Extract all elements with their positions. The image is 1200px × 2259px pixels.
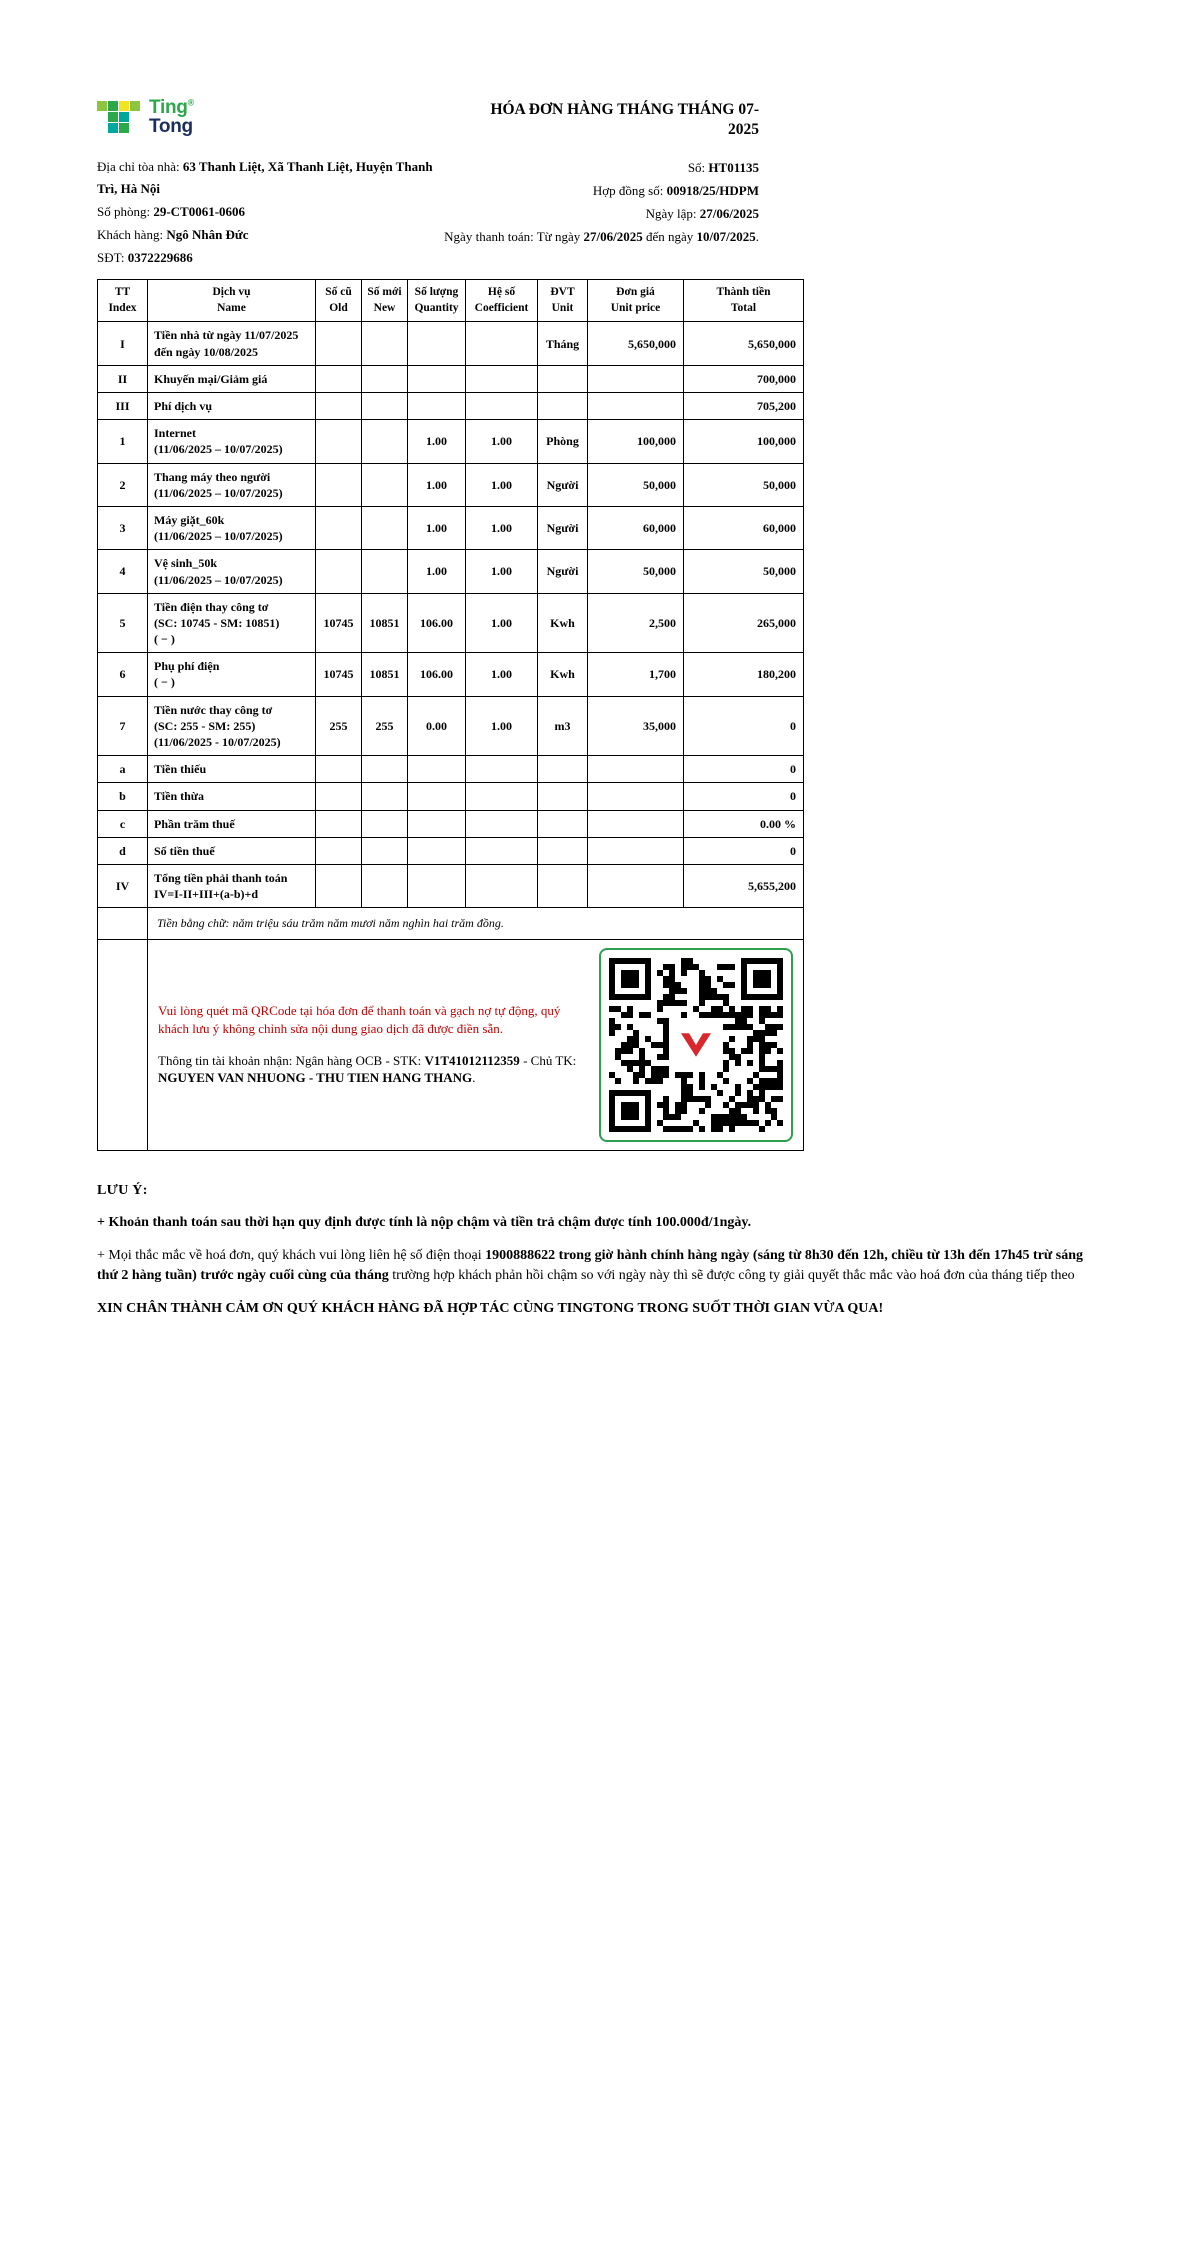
cell-new <box>362 463 408 506</box>
qr-instruction-note: Vui lòng quét mã QRCode tại hóa đơn để thanh toán và gạch nợ tự động, quý khách lưu ý không chỉnh sửa nội dung giao dịch đã được điền sẵn. <box>158 1003 561 1036</box>
cell-name: Tiền điện thay công tơ (SC: 10745 - SM: 10851) ( − ) <box>148 593 316 653</box>
cell-coeff <box>466 837 538 864</box>
amount-in-words <box>148 908 804 939</box>
payment-from-date: 27/06/2025 <box>583 229 643 245</box>
payment-to-date: 10/07/2025 <box>696 229 756 245</box>
room-number <box>97 201 444 224</box>
service-row-1 <box>98 420 804 463</box>
service-row-II <box>98 365 804 392</box>
cell-old <box>316 322 362 365</box>
service-row-6 <box>98 653 804 696</box>
cell-new: 255 <box>362 696 408 756</box>
service-row-I <box>98 322 804 365</box>
late-payment-note: + Khoản thanh toán sau thời hạn quy định được tính là nộp chậm và tiền trả chậm được tính 100.000đ/1ngày. <box>97 1215 752 1231</box>
cell-unit <box>538 365 588 392</box>
service-row-5 <box>98 593 804 653</box>
cell-old <box>316 365 362 392</box>
cell-index: IV <box>98 864 148 907</box>
customer-name-value: Ngô Nhân Đức <box>166 226 249 242</box>
cell-old <box>316 550 362 593</box>
cell-price: 100,000 <box>588 420 684 463</box>
service-row-b <box>98 783 804 810</box>
column-header-unit: ĐVT Unit <box>538 280 588 322</box>
thanks-note: XIN CHÂN THÀNH CẢM ƠN QUÝ KHÁCH HÀNG ĐÃ HỢP TÁC CÙNG TINGTONG TRONG SUỐT THỜI GIAN VỪA QUA! <box>97 1301 884 1316</box>
cell-new: 10851 <box>362 653 408 696</box>
cell-unit: Phòng <box>538 420 588 463</box>
cell-new <box>362 837 408 864</box>
building-address <box>97 156 444 202</box>
notes-section <box>97 1181 1103 1319</box>
qr-code <box>599 948 793 1142</box>
cell-new <box>362 810 408 837</box>
service-row-III <box>98 393 804 420</box>
cell-index: a <box>98 756 148 783</box>
cell-name: Phần trăm thuế <box>148 810 316 837</box>
cell-name: Tiền nước thay công tơ (SC: 255 - SM: 255) (11/06/2025 - 10/07/2025) <box>148 696 316 756</box>
cell-price <box>588 783 684 810</box>
cell-total: 50,000 <box>684 463 804 506</box>
customer-name-label: Khách hàng: <box>97 226 167 242</box>
service-row-d <box>98 837 804 864</box>
invoice-info <box>97 156 803 270</box>
brand-logo <box>97 98 194 137</box>
invoice-info-right <box>444 156 803 270</box>
room-number-value: 29-CT0061-0606 <box>153 204 246 220</box>
column-header-coefficient: Hệ số Coefficient <box>466 280 538 322</box>
cell-name: Tiền thừa <box>148 783 316 810</box>
cell-index: I <box>98 322 148 365</box>
cell-new <box>362 783 408 810</box>
cell-coeff: 1.00 <box>466 506 538 549</box>
building-address-label: Địa chỉ tòa nhà: <box>97 158 183 174</box>
cell-index: 1 <box>98 420 148 463</box>
cell-old: 10745 <box>316 653 362 696</box>
cell-coeff: 1.00 <box>466 653 538 696</box>
cell-coeff <box>466 756 538 783</box>
cell-new <box>362 756 408 783</box>
column-header-quantity: Số lượng Quantity <box>408 280 466 322</box>
invoice-title <box>194 98 803 140</box>
amount-in-words-row <box>98 908 804 939</box>
cell-new <box>362 393 408 420</box>
service-row-IV <box>98 864 804 907</box>
service-row-c <box>98 810 804 837</box>
account-holder: NGUYEN VAN NHUONG - THU TIEN HANG THANG <box>158 1070 473 1086</box>
cell-unit: Người <box>538 463 588 506</box>
cell-total: 0 <box>684 756 804 783</box>
cell-coeff: 1.00 <box>466 550 538 593</box>
cell-name: Tiền thiếu <box>148 756 316 783</box>
cell-index: III <box>98 393 148 420</box>
cell-coeff <box>466 810 538 837</box>
cell-qty <box>408 393 466 420</box>
cell-name: Số tiền thuế <box>148 837 316 864</box>
vietqr-v-icon <box>681 1033 711 1057</box>
cell-price: 50,000 <box>588 550 684 593</box>
account-number: V1T41012112359 <box>424 1052 520 1068</box>
cell-unit <box>538 783 588 810</box>
service-row-3 <box>98 506 804 549</box>
payment-period: Ngày thanh toán: Từ ngày 27/06/2025 đến ngày 10/07/2025. <box>444 229 759 245</box>
cell-total: 180,200 <box>684 653 804 696</box>
cell-qty: 1.00 <box>408 420 466 463</box>
cell-index: b <box>98 783 148 810</box>
amount-in-words-text: năm triệu sáu trăm năm mươi năm nghìn hai trăm đồng. <box>232 916 504 931</box>
invoice-number <box>444 156 759 179</box>
cell-unit <box>538 810 588 837</box>
cell-unit <box>538 756 588 783</box>
cell-total: 100,000 <box>684 420 804 463</box>
column-header-name: Dịch vụ Name <box>148 280 316 322</box>
cell-qty <box>408 864 466 907</box>
cell-new: 10851 <box>362 593 408 653</box>
cell-coeff: 1.00 <box>466 463 538 506</box>
column-header-unit-price: Đơn giá Unit price <box>588 280 684 322</box>
building-address-value: 63 Thanh Liệt, Xã Thanh Liệt, Huyện Thanh Trì, Hà Nội <box>97 158 433 197</box>
cell-old: 255 <box>316 696 362 756</box>
invoice-number-value: HT01135 <box>708 159 759 175</box>
cell-name: Máy giặt_60k (11/06/2025 – 10/07/2025) <box>148 506 316 549</box>
cell-unit: m3 <box>538 696 588 756</box>
contract-number <box>444 179 759 202</box>
cell-index: c <box>98 810 148 837</box>
invoice-header <box>97 98 803 140</box>
cell-index: 7 <box>98 696 148 756</box>
cell-coeff <box>466 322 538 365</box>
cell-qty <box>408 365 466 392</box>
notes-heading: LƯU Ý: <box>97 1182 148 1198</box>
cell-coeff <box>466 783 538 810</box>
cell-total: 5,655,200 <box>684 864 804 907</box>
amount-in-words-label: Tiền bằng chữ: <box>157 916 233 931</box>
cell-old <box>316 783 362 810</box>
customer-phone-value: 0372229686 <box>127 249 193 265</box>
cell-old: 10745 <box>316 593 362 653</box>
cell-price <box>588 864 684 907</box>
cell-total: 0 <box>684 783 804 810</box>
cell-total: 700,000 <box>684 365 804 392</box>
cell-price <box>588 837 684 864</box>
qr-payment-cell <box>148 939 804 1150</box>
cell-qty <box>408 322 466 365</box>
service-row-2 <box>98 463 804 506</box>
cell-old <box>316 420 362 463</box>
table-header-row <box>98 280 804 322</box>
customer-name <box>97 224 444 247</box>
cell-total: 0 <box>684 837 804 864</box>
cell-price: 5,650,000 <box>588 322 684 365</box>
cell-coeff <box>466 365 538 392</box>
cell-price: 35,000 <box>588 696 684 756</box>
cell-old <box>316 810 362 837</box>
brand-name-tong: Tong <box>149 116 193 138</box>
cell-qty <box>408 810 466 837</box>
cell-price <box>588 393 684 420</box>
cell-total: 5,650,000 <box>684 322 804 365</box>
service-row-4 <box>98 550 804 593</box>
column-header-old: Số cũ Old <box>316 280 362 322</box>
cell-name: Thang máy theo người (11/06/2025 – 10/07/2025) <box>148 463 316 506</box>
cell-unit <box>538 864 588 907</box>
cell-name: Tiền nhà từ ngày 11/07/2025 đến ngày 10/08/2025 <box>148 322 316 365</box>
cell-qty <box>408 837 466 864</box>
cell-name: Phí dịch vụ <box>148 393 316 420</box>
column-header-new: Số mới New <box>362 280 408 322</box>
invoice-table-footer <box>98 908 804 1150</box>
qr-payment-text <box>158 1002 586 1086</box>
cell-coeff: 1.00 <box>466 696 538 756</box>
cell-index: 4 <box>98 550 148 593</box>
cell-unit <box>538 393 588 420</box>
cell-qty <box>408 756 466 783</box>
cell-new <box>362 506 408 549</box>
cell-unit <box>538 837 588 864</box>
cell-qty <box>408 783 466 810</box>
cell-total: 0.00 % <box>684 810 804 837</box>
cell-qty: 1.00 <box>408 463 466 506</box>
cell-new <box>362 420 408 463</box>
contract-number-value: 00918/25/HDPM <box>666 182 759 198</box>
cell-qty: 106.00 <box>408 653 466 696</box>
cell-price <box>588 365 684 392</box>
cell-old <box>316 506 362 549</box>
customer-phone <box>97 247 444 270</box>
empty-cell <box>98 939 148 1150</box>
cell-index: 6 <box>98 653 148 696</box>
cell-old <box>316 393 362 420</box>
cell-name: Phụ phí điện ( − ) <box>148 653 316 696</box>
cell-index: 3 <box>98 506 148 549</box>
cell-new <box>362 365 408 392</box>
brand-name <box>149 98 194 137</box>
account-info: Thông tin tài khoản nhận: Ngân hàng OCB - STK: V1T41012112359 - Chủ TK: NGUYEN VAN NHUONG - THU TIEN HANG THANG. <box>158 1052 577 1086</box>
cell-unit: Người <box>538 550 588 593</box>
cell-total: 705,200 <box>684 393 804 420</box>
issue-date-value: 27/06/2025 <box>699 205 759 221</box>
cell-price: 2,500 <box>588 593 684 653</box>
brand-name-ting: Ting® <box>149 97 194 118</box>
invoice-info-left <box>97 156 444 270</box>
cell-coeff <box>466 864 538 907</box>
service-row-a <box>98 756 804 783</box>
cell-coeff: 1.00 <box>466 593 538 653</box>
invoice-main-column <box>97 98 803 1151</box>
cell-new <box>362 550 408 593</box>
cell-unit: Tháng <box>538 322 588 365</box>
qr-row <box>98 939 804 1150</box>
cell-name: Internet (11/06/2025 – 10/07/2025) <box>148 420 316 463</box>
invoice-number-label: Số: <box>687 159 709 175</box>
cell-name: Tổng tiền phải thanh toán IV=I-II+III+(a-b)+d <box>148 864 316 907</box>
cell-total: 50,000 <box>684 550 804 593</box>
cell-price <box>588 810 684 837</box>
cell-price: 60,000 <box>588 506 684 549</box>
cell-unit: Người <box>538 506 588 549</box>
cell-coeff: 1.00 <box>466 420 538 463</box>
issue-date-label: Ngày lập: <box>645 205 700 221</box>
hotline-number: 1900888622 trong giờ hành chính hàng ngày (sáng từ 8h30 đến 12h, chiều từ 13h đến 17h45 trừ sáng thứ 2 hàng tuần) trước ngày cuối cùng của tháng <box>97 1248 1084 1284</box>
service-row-7 <box>98 696 804 756</box>
cell-name: Khuyến mại/Giảm giá <box>148 365 316 392</box>
empty-cell <box>98 908 148 939</box>
invoice-table <box>97 279 804 1150</box>
cell-old <box>316 463 362 506</box>
cell-new <box>362 864 408 907</box>
column-header-index: TT Index <box>98 280 148 322</box>
cell-total: 0 <box>684 696 804 756</box>
cell-price: 1,700 <box>588 653 684 696</box>
cell-qty: 106.00 <box>408 593 466 653</box>
tingtong-logo-icon <box>97 101 140 133</box>
cell-old <box>316 864 362 907</box>
cell-old <box>316 837 362 864</box>
column-header-total: Thành tiền Total <box>684 280 804 322</box>
cell-price <box>588 756 684 783</box>
cell-new <box>362 322 408 365</box>
registered-mark-icon: ® <box>187 97 194 108</box>
cell-unit: Kwh <box>538 653 588 696</box>
cell-qty: 1.00 <box>408 506 466 549</box>
cell-total: 265,000 <box>684 593 804 653</box>
cell-index: d <box>98 837 148 864</box>
cell-qty: 0.00 <box>408 696 466 756</box>
cell-price: 50,000 <box>588 463 684 506</box>
cell-coeff <box>466 393 538 420</box>
cell-name: Vệ sinh_50k (11/06/2025 – 10/07/2025) <box>148 550 316 593</box>
cell-index: 5 <box>98 593 148 653</box>
contact-note: + Mọi thắc mắc về hoá đơn, quý khách vui lòng liên hệ số điện thoại 1900888622 trong giờ hành chính hàng ngày (sáng từ 8h30 đến 12h, chiều từ 13h đến 17h45 trừ sáng thứ 2 hàng tuần) trước ngày cuối cùng của tháng trường hợp khách phản hồi chậm so với ngày này thì sẽ được công ty giải quyết thắc mắc vào hoá đơn của tháng tiếp theo <box>97 1248 1084 1284</box>
room-number-label: Số phòng: <box>97 204 154 220</box>
cell-unit: Kwh <box>538 593 588 653</box>
invoice-title-line1: HÓA ĐƠN HÀNG THÁNG THÁNG 07- <box>490 101 759 118</box>
cell-qty: 1.00 <box>408 550 466 593</box>
qr-center-logo <box>674 1025 718 1065</box>
invoice-table-body <box>98 322 804 908</box>
contract-number-label: Hợp đồng số: <box>592 182 667 198</box>
cell-index: 2 <box>98 463 148 506</box>
cell-old <box>316 756 362 783</box>
customer-phone-label: SĐT: <box>97 249 128 265</box>
issue-date <box>444 202 759 225</box>
invoice-title-line2: 2025 <box>728 120 759 138</box>
cell-index: II <box>98 365 148 392</box>
cell-total: 60,000 <box>684 506 804 549</box>
